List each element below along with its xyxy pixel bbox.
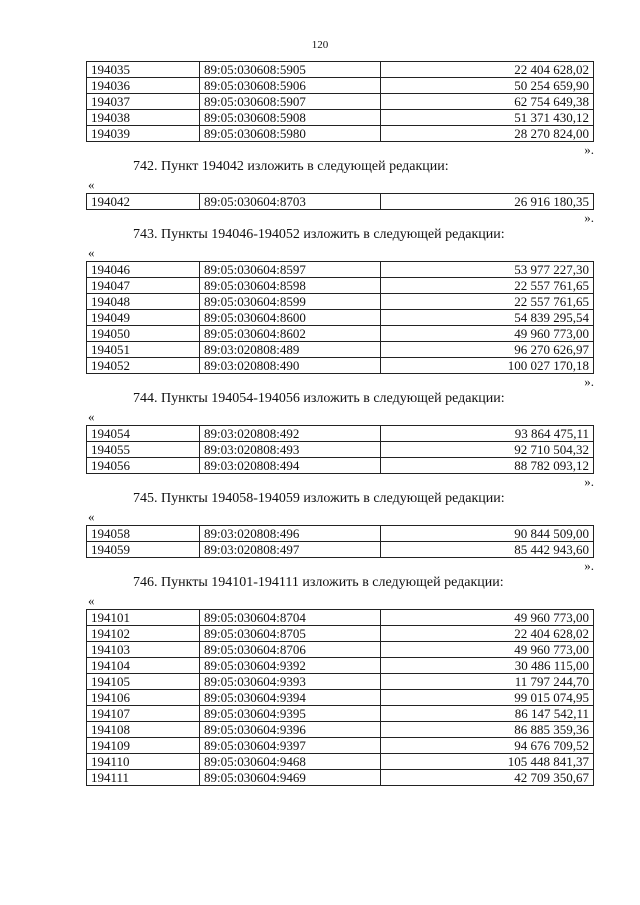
table-row: [87, 626, 594, 642]
cadastral-number-cell: 89:05:030604:9395: [200, 706, 381, 722]
cadastral-value-cell: 49 960 773,00: [381, 610, 594, 626]
table-row: [87, 110, 594, 126]
cadastral-number-cell: 89:03:020808:490: [200, 358, 381, 374]
parcel-number-cell: 194108: [87, 722, 200, 738]
parcel-number-cell: 194042: [87, 194, 200, 210]
table-row: [87, 754, 594, 770]
parcel-number-cell: 194047: [87, 278, 200, 294]
table-row: [87, 674, 594, 690]
parcel-number-cell: 194104: [87, 658, 200, 674]
amendment-table: [86, 193, 594, 210]
parcel-number-cell: 194051: [87, 342, 200, 358]
cadastral-number-cell: 89:05:030604:8597: [200, 262, 381, 278]
opening-quote: «: [88, 509, 95, 524]
cadastral-value-cell: 22 404 628,02: [381, 62, 594, 78]
cadastral-number-cell: 89:05:030604:8599: [200, 294, 381, 310]
cadastral-value-cell: 88 782 093,12: [381, 458, 594, 474]
cadastral-value-cell: 94 676 709,52: [381, 738, 594, 754]
table-row: [87, 326, 594, 342]
table-row: [87, 706, 594, 722]
table-row: [87, 62, 594, 78]
parcel-number-cell: 194103: [87, 642, 200, 658]
cadastral-number-cell: 89:03:020808:497: [200, 542, 381, 558]
cadastral-value-cell: 42 709 350,67: [381, 770, 594, 786]
parcel-number-cell: 194039: [87, 126, 200, 142]
closing-quote: ».: [584, 210, 594, 225]
cadastral-value-cell: 99 015 074,95: [381, 690, 594, 706]
cadastral-number-cell: 89:03:020808:489: [200, 342, 381, 358]
table-row: [87, 278, 594, 294]
table-row: [87, 126, 594, 142]
parcel-number-cell: 194102: [87, 626, 200, 642]
cadastral-value-cell: 54 839 295,54: [381, 310, 594, 326]
cadastral-number-cell: 89:05:030604:9468: [200, 754, 381, 770]
amendment-table: [86, 261, 594, 374]
opening-quote: «: [88, 177, 95, 192]
table-row: [87, 78, 594, 94]
cadastral-number-cell: 89:05:030608:5908: [200, 110, 381, 126]
table-row: [87, 294, 594, 310]
table-row: [87, 610, 594, 626]
parcel-number-cell: 194101: [87, 610, 200, 626]
cadastral-number-cell: 89:05:030604:8705: [200, 626, 381, 642]
cadastral-value-cell: 51 371 430,12: [381, 110, 594, 126]
cadastral-number-cell: 89:05:030604:9393: [200, 674, 381, 690]
table-row: [87, 770, 594, 786]
table-row: [87, 658, 594, 674]
cadastral-value-cell: 22 557 761,65: [381, 294, 594, 310]
cadastral-value-cell: 49 960 773,00: [381, 326, 594, 342]
table-row: [87, 722, 594, 738]
amendment-table: [86, 609, 594, 786]
parcel-number-cell: 194048: [87, 294, 200, 310]
parcel-number-cell: 194110: [87, 754, 200, 770]
parcel-number-cell: 194111: [87, 770, 200, 786]
table-row: [87, 358, 594, 374]
parcel-number-cell: 194046: [87, 262, 200, 278]
cadastral-number-cell: 89:05:030604:8602: [200, 326, 381, 342]
parcel-number-cell: 194055: [87, 442, 200, 458]
cadastral-value-cell: 22 404 628,02: [381, 626, 594, 642]
table-row: [87, 262, 594, 278]
cadastral-value-cell: 22 557 761,65: [381, 278, 594, 294]
table-row: [87, 526, 594, 542]
cadastral-number-cell: 89:05:030608:5907: [200, 94, 381, 110]
table-row: [87, 194, 594, 210]
parcel-number-cell: 194107: [87, 706, 200, 722]
cadastral-value-cell: 96 270 626,97: [381, 342, 594, 358]
cadastral-value-cell: 100 027 170,18: [381, 358, 594, 374]
cadastral-value-cell: 85 442 943,60: [381, 542, 594, 558]
parcel-number-cell: 194036: [87, 78, 200, 94]
cadastral-number-cell: 89:03:020808:494: [200, 458, 381, 474]
amendment-table: [86, 425, 594, 474]
amendment-table: [86, 525, 594, 558]
parcel-number-cell: 194059: [87, 542, 200, 558]
parcel-number-cell: 194109: [87, 738, 200, 754]
cadastral-value-cell: 28 270 824,00: [381, 126, 594, 142]
cadastral-number-cell: 89:05:030604:8704: [200, 610, 381, 626]
page-number: 120: [311, 39, 329, 51]
opening-quote: «: [88, 593, 95, 608]
parcel-number-cell: 194105: [87, 674, 200, 690]
table-row: [87, 442, 594, 458]
cadastral-number-cell: 89:03:020808:492: [200, 426, 381, 442]
table-row: [87, 738, 594, 754]
table-row: [87, 426, 594, 442]
document-body: [86, 61, 594, 786]
cadastral-number-cell: 89:03:020808:493: [200, 442, 381, 458]
cadastral-value-cell: 53 977 227,30: [381, 262, 594, 278]
amendment-heading: 742. Пункт 194042 изложить в следующей редакции:: [133, 159, 449, 174]
parcel-number-cell: 194058: [87, 526, 200, 542]
table-row: [87, 690, 594, 706]
table-row: [87, 94, 594, 110]
cadastral-number-cell: 89:05:030604:9394: [200, 690, 381, 706]
closing-quote: ».: [584, 142, 594, 157]
cadastral-number-cell: 89:05:030604:9396: [200, 722, 381, 738]
parcel-number-cell: 194050: [87, 326, 200, 342]
parcel-number-cell: 194052: [87, 358, 200, 374]
cadastral-value-cell: 86 147 542,11: [381, 706, 594, 722]
cadastral-value-cell: 86 885 359,36: [381, 722, 594, 738]
cadastral-number-cell: 89:05:030608:5905: [200, 62, 381, 78]
continuation-table: [86, 61, 594, 142]
cadastral-number-cell: 89:05:030604:9397: [200, 738, 381, 754]
cadastral-value-cell: 105 448 841,37: [381, 754, 594, 770]
closing-quote: ».: [584, 374, 594, 389]
cadastral-value-cell: 49 960 773,00: [381, 642, 594, 658]
cadastral-number-cell: 89:05:030608:5980: [200, 126, 381, 142]
cadastral-number-cell: 89:05:030608:5906: [200, 78, 381, 94]
parcel-number-cell: 194049: [87, 310, 200, 326]
table-row: [87, 310, 594, 326]
cadastral-value-cell: 62 754 649,38: [381, 94, 594, 110]
cadastral-number-cell: 89:03:020808:496: [200, 526, 381, 542]
parcel-number-cell: 194054: [87, 426, 200, 442]
cadastral-value-cell: 93 864 475,11: [381, 426, 594, 442]
table-row: [87, 542, 594, 558]
cadastral-number-cell: 89:05:030604:8706: [200, 642, 381, 658]
cadastral-value-cell: 90 844 509,00: [381, 526, 594, 542]
amendment-heading: 746. Пункты 194101-194111 изложить в следующей редакции:: [133, 575, 504, 590]
amendment-heading: 744. Пункты 194054-194056 изложить в следующей редакции:: [133, 391, 505, 406]
parcel-number-cell: 194056: [87, 458, 200, 474]
opening-quote: «: [88, 409, 95, 424]
cadastral-number-cell: 89:05:030604:9392: [200, 658, 381, 674]
cadastral-value-cell: 30 486 115,00: [381, 658, 594, 674]
cadastral-value-cell: 11 797 244,70: [381, 674, 594, 690]
cadastral-number-cell: 89:05:030604:8703: [200, 194, 381, 210]
cadastral-number-cell: 89:05:030604:8598: [200, 278, 381, 294]
parcel-number-cell: 194035: [87, 62, 200, 78]
closing-quote: ».: [584, 474, 594, 489]
cadastral-number-cell: 89:05:030604:8600: [200, 310, 381, 326]
parcel-number-cell: 194038: [87, 110, 200, 126]
parcel-number-cell: 194037: [87, 94, 200, 110]
amendment-heading: 745. Пункты 194058-194059 изложить в следующей редакции:: [133, 491, 505, 506]
cadastral-value-cell: 92 710 504,32: [381, 442, 594, 458]
table-row: [87, 642, 594, 658]
table-row: [87, 458, 594, 474]
opening-quote: «: [88, 245, 95, 260]
cadastral-value-cell: 26 916 180,35: [381, 194, 594, 210]
cadastral-number-cell: 89:05:030604:9469: [200, 770, 381, 786]
table-row: [87, 342, 594, 358]
cadastral-value-cell: 50 254 659,90: [381, 78, 594, 94]
closing-quote: ».: [584, 558, 594, 573]
amendment-heading: 743. Пункты 194046-194052 изложить в следующей редакции:: [133, 227, 505, 242]
parcel-number-cell: 194106: [87, 690, 200, 706]
